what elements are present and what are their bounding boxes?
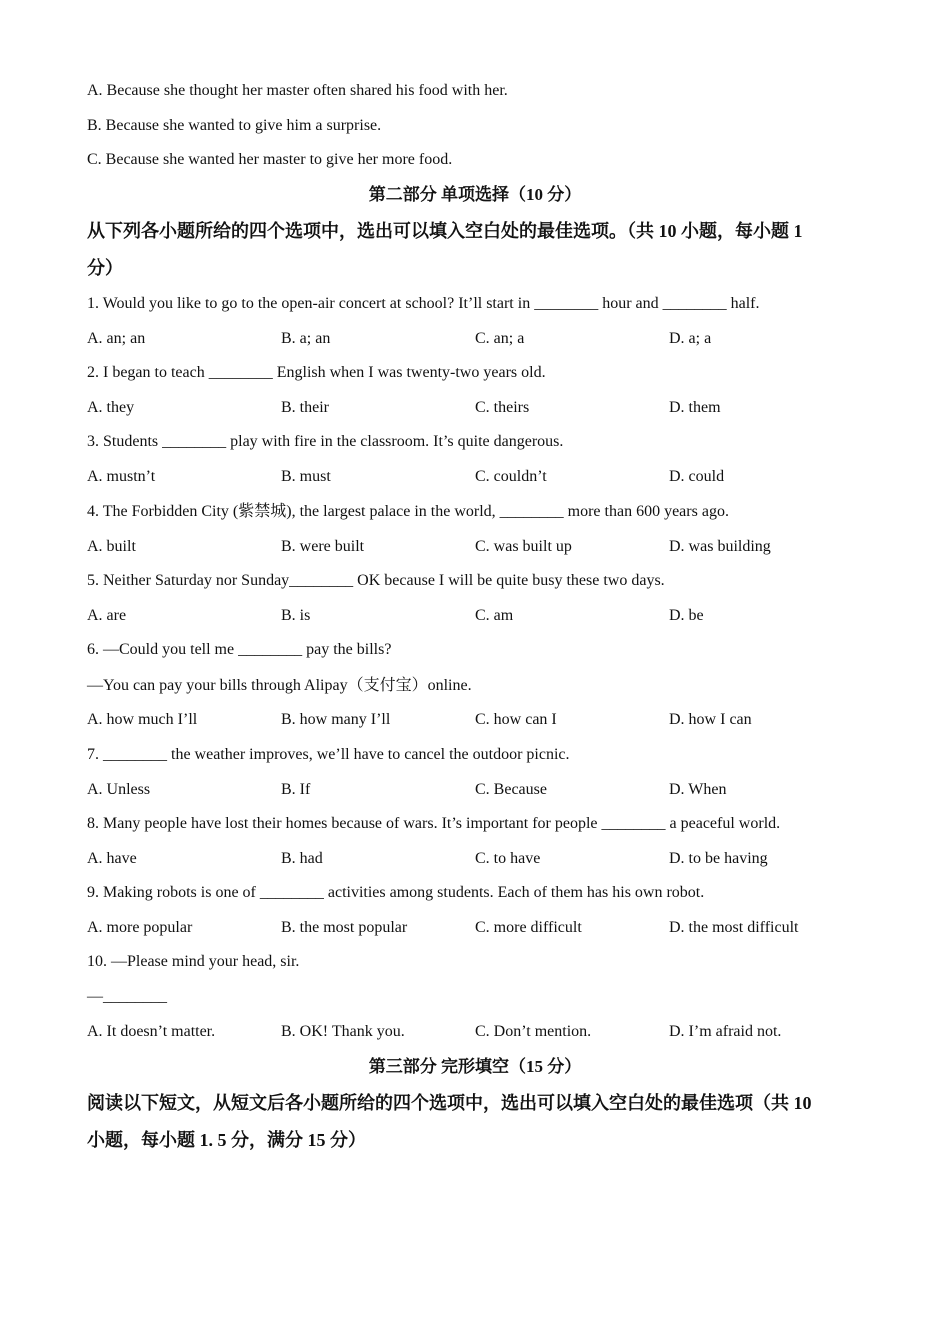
question-9-option-d: D. the most difficult (669, 919, 799, 936)
part2-instruction-line1: 从下列各小题所给的四个选项中，选出可以填入空白处的最佳选项。（共 10 小题，每小题 1 (87, 221, 803, 241)
question-1-stem: 1. Would you like to go to the open-air concert at school? It’ll start in ________ hour and ________ half. (87, 295, 760, 312)
question-3-option-d: D. could (669, 468, 725, 485)
question-3-stem: 3. Students ________ play with fire in the classroom. It’s quite dangerous. (87, 433, 564, 450)
question-8-option-b: B. had (281, 850, 323, 867)
question-10-option-c: C. Don’t mention. (475, 1023, 592, 1040)
question-10-option-a: A. It doesn’t matter. (87, 1023, 216, 1040)
question-3-option-c: C. couldn’t (475, 468, 547, 485)
question-4-option-b: B. were built (281, 538, 365, 555)
question-9-stem: 9. Making robots is one of ________ activities among students. Each of them has his own robot. (87, 884, 705, 901)
question-7-option-a: A. Unless (87, 781, 151, 798)
part3-instruction-line2: 小题，每小题 1. 5 分，满分 15 分） (87, 1130, 366, 1150)
question-7-stem: 7. ________ the weather improves, we’ll have to cancel the outdoor picnic. (87, 746, 570, 763)
question-3-option-a: A. mustn’t (87, 468, 156, 485)
question-9-option-a: A. more popular (87, 919, 193, 936)
question-7-option-d: D. When (669, 781, 727, 798)
part2-instruction-line2: 分） (87, 258, 123, 278)
intro-option-a: A. Because she thought her master often shared his food with her. (87, 82, 508, 99)
question-5-option-b: B. is (281, 607, 311, 624)
question-6-stem: 6. —Could you tell me ________ pay the bills? (87, 641, 392, 658)
part2-title: 第二部分 单项选择（10 分） (368, 185, 582, 204)
question-6-option-c: C. how can I (475, 711, 557, 728)
question-4-stem: 4. The Forbidden City (紫禁城), the largest palace in the world, ________ more than 600 years ago. (87, 503, 729, 520)
question-7-option-c: C. Because (475, 781, 547, 798)
question-5-option-a: A. are (87, 607, 127, 624)
question-1-option-a: A. an; an (87, 330, 146, 347)
question-7-option-b: B. If (281, 781, 311, 798)
question-10-option-b: B. OK! Thank you. (281, 1023, 405, 1040)
question-1-option-b: B. a; an (281, 330, 331, 347)
question-1-option-d: D. a; a (669, 330, 712, 347)
part3-instruction-line1: 阅读以下短文，从短文后各小题所给的四个选项中，选出可以填入空白处的最佳选项（共 10 (87, 1093, 812, 1113)
question-1-option-c: C. an; a (475, 330, 525, 347)
question-3-option-b: B. must (281, 468, 331, 485)
question-4-option-a: A. built (87, 538, 136, 555)
question-6-response: —You can pay your bills through Alipay（支付宝）online. (87, 677, 472, 694)
part3-title: 第三部分 完形填空（15 分） (368, 1057, 582, 1076)
question-4-option-d: D. was building (669, 538, 771, 555)
question-2-option-d: D. them (669, 399, 721, 416)
question-8-option-a: A. have (87, 850, 137, 867)
question-6-option-a: A. how much I’ll (87, 711, 198, 728)
question-2-option-a: A. they (87, 399, 135, 416)
question-9-option-b: B. the most popular (281, 919, 408, 936)
question-10-stem: 10. —Please mind your head, sir. (87, 953, 300, 970)
question-5-option-d: D. be (669, 607, 704, 624)
question-8-option-d: D. to be having (669, 850, 768, 867)
question-2-stem: 2. I began to teach ________ English when I was twenty-two years old. (87, 364, 546, 381)
question-5-stem: 5. Neither Saturday nor Sunday________ OK because I will be quite busy these two days. (87, 572, 665, 589)
question-2-option-b: B. their (281, 399, 329, 416)
question-9-option-c: C. more difficult (475, 919, 582, 936)
question-2-option-c: C. theirs (475, 399, 530, 416)
question-8-option-c: C. to have (475, 850, 541, 867)
question-5-option-c: C. am (475, 607, 514, 624)
intro-option-c: C. Because she wanted her master to give her more food. (87, 151, 453, 168)
intro-option-b: B. Because she wanted to give him a surprise. (87, 117, 382, 134)
question-6-option-b: B. how many I’ll (281, 711, 391, 728)
question-6-option-d: D. how I can (669, 711, 752, 728)
question-8-stem: 8. Many people have lost their homes because of wars. It’s important for people ________ a peaceful world. (87, 815, 781, 832)
question-4-option-c: C. was built up (475, 538, 572, 555)
question-10-option-d: D. I’m afraid not. (669, 1023, 782, 1040)
question-10-response: —________ (87, 988, 167, 1005)
